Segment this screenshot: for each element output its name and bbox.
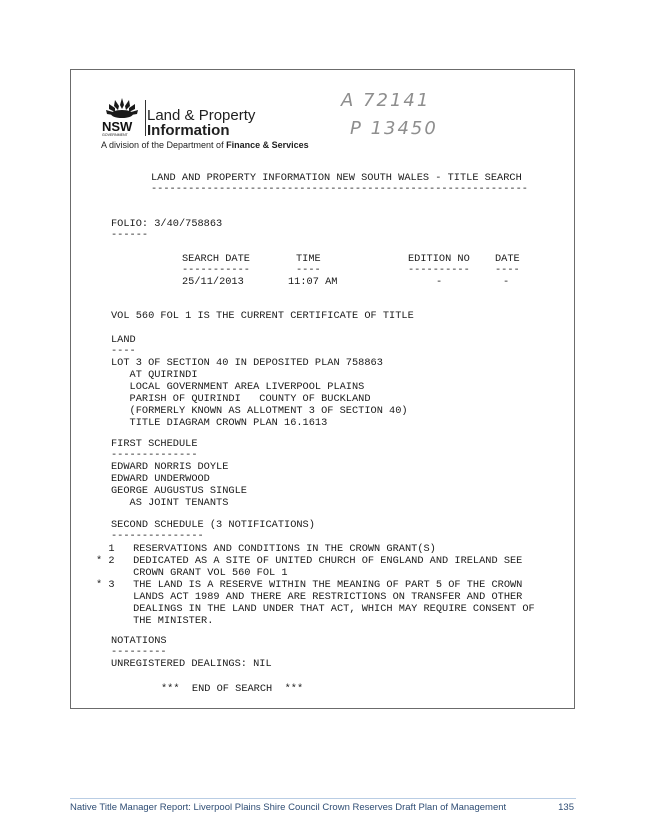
notations-heading: NOTATIONS bbox=[111, 635, 167, 647]
notification-line: * 2 DEDICATED AS A SITE OF UNITED CHURCH OF ENGLAND AND IRELAND SEE bbox=[96, 555, 523, 567]
second-schedule-rule: --------------- bbox=[111, 530, 204, 542]
notations-rule: --------- bbox=[111, 646, 167, 658]
value-date: - bbox=[503, 276, 510, 288]
first-schedule-line: AS JOINT TENANTS bbox=[111, 497, 229, 509]
footer-report-title: Native Title Manager Report: Liverpool Plains Shire Council Crown Reserves Draft Plan of Management bbox=[70, 802, 507, 813]
rule-time: ---- bbox=[296, 264, 321, 276]
division-prefix: A division of the Department of bbox=[101, 140, 227, 150]
unregistered-dealings: UNREGISTERED DEALINGS: NIL bbox=[111, 658, 272, 670]
first-schedule-heading: FIRST SCHEDULE bbox=[111, 438, 198, 450]
rule-date: ---- bbox=[495, 264, 520, 276]
search-title: LAND AND PROPERTY INFORMATION NEW SOUTH WALES - TITLE SEARCH bbox=[151, 172, 522, 184]
land-rule: ---- bbox=[111, 345, 136, 357]
value-edition-no: - bbox=[436, 276, 443, 288]
notification-line: * 3 THE LAND IS A RESERVE WITHIN THE MEANING OF PART 5 OF THE CROWN bbox=[96, 579, 523, 591]
first-schedule-line: GEORGE AUGUSTUS SINGLE bbox=[111, 485, 247, 497]
page-number: 135 bbox=[558, 802, 574, 813]
end-of-search: *** END OF SEARCH *** bbox=[161, 683, 304, 695]
col-edition-no: EDITION NO bbox=[408, 253, 470, 265]
svg-text:NSW: NSW bbox=[102, 119, 133, 134]
brand-line-2: Information bbox=[147, 122, 230, 139]
page-footer bbox=[70, 798, 576, 813]
rule-search-date: ----------- bbox=[182, 264, 250, 276]
rule-edition-no: ---------- bbox=[408, 264, 470, 276]
current-certificate: VOL 560 FOL 1 IS THE CURRENT CERTIFICATE OF TITLE bbox=[111, 310, 414, 322]
search-title-rule: ------------------------------------------------------------- bbox=[151, 183, 528, 195]
handwritten-reference-2: P 13450 bbox=[350, 118, 438, 139]
division-statement bbox=[101, 140, 309, 150]
first-schedule-line: EDWARD NORRIS DOYLE bbox=[111, 461, 229, 473]
land-line: AT QUIRINDI bbox=[111, 369, 198, 381]
col-search-date: SEARCH DATE bbox=[182, 253, 250, 265]
land-line: (FORMERLY KNOWN AS ALLOTMENT 3 OF SECTION 40) bbox=[111, 405, 408, 417]
second-schedule-heading: SECOND SCHEDULE (3 NOTIFICATIONS) bbox=[111, 519, 315, 531]
notification-line: THE MINISTER. bbox=[96, 615, 214, 627]
folio: FOLIO: 3/40/758863 bbox=[111, 218, 223, 230]
col-date: DATE bbox=[495, 253, 520, 265]
notification-line: DEALINGS IN THE LAND UNDER THAT ACT, WHICH MAY REQUIRE CONSENT OF bbox=[96, 603, 535, 615]
land-line: LOT 3 OF SECTION 40 IN DEPOSITED PLAN 758863 bbox=[111, 357, 383, 369]
land-line: LOCAL GOVERNMENT AREA LIVERPOOL PLAINS bbox=[111, 381, 365, 393]
svg-text:GOVERNMENT: GOVERNMENT bbox=[102, 133, 128, 136]
col-time: TIME bbox=[296, 253, 321, 265]
notification-line: LANDS ACT 1989 AND THERE ARE RESTRICTIONS ON TRANSFER AND OTHER bbox=[96, 591, 523, 603]
handwritten-reference-1: A 72141 bbox=[341, 90, 431, 111]
notification-line: CROWN GRANT VOL 560 FOL 1 bbox=[96, 567, 288, 579]
nsw-waratah-logo bbox=[101, 96, 143, 136]
division-department: Finance & Services bbox=[226, 140, 309, 150]
folio-rule: ------ bbox=[111, 229, 149, 241]
brand-line-1: Land & Property bbox=[147, 107, 256, 124]
value-time: 11:07 AM bbox=[288, 276, 338, 288]
land-line: TITLE DIAGRAM CROWN PLAN 16.1613 bbox=[111, 417, 328, 429]
brand-name bbox=[147, 108, 255, 138]
value-search-date: 25/11/2013 bbox=[182, 276, 244, 288]
land-line: PARISH OF QUIRINDI COUNTY OF BUCKLAND bbox=[111, 393, 371, 405]
first-schedule-line: EDWARD UNDERWOOD bbox=[111, 473, 210, 485]
first-schedule-rule: -------------- bbox=[111, 449, 198, 461]
land-heading: LAND bbox=[111, 334, 136, 346]
logo-divider bbox=[145, 100, 146, 136]
notification-line: 1 RESERVATIONS AND CONDITIONS IN THE CROWN GRANT(S) bbox=[96, 543, 436, 555]
